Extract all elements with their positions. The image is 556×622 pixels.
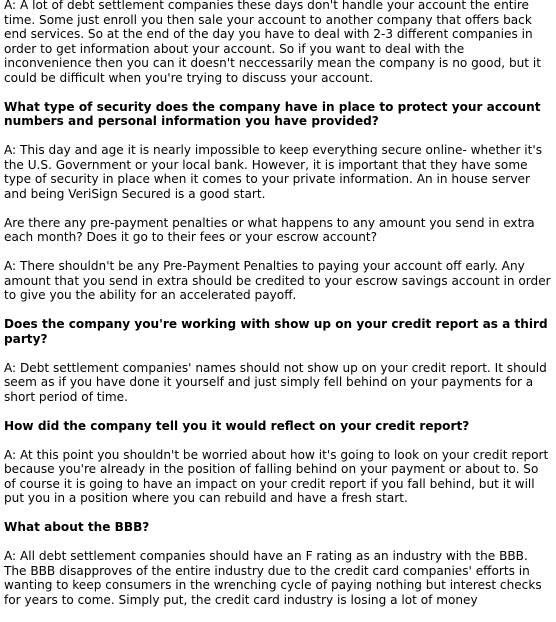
- question-prepayment-penalties: Are there any pre-payment penalties or what happens to any amount you send in extra each month? Does it go to their fees or your escrow account?: [4, 215, 535, 244]
- faq-article: [4, 0, 552, 622]
- question-security: What type of security does the company have in place to protect your account numbers and personal information you have provided?: [4, 99, 541, 128]
- answer-prepayment-penalties: A: There shouldn't be any Pre-Payment Penalties to paying your account off early. Any amount that you send in extra should be credited to your escrow savings account in order to give you the ability for an accelerated payoff.: [4, 259, 551, 302]
- question-credit-report-third-party: Does the company you're working with show up on your credit report as a third party?: [4, 317, 548, 346]
- answer-back-end-services: A: A lot of debt settlement companies these days don't handle your account the entire time. Some just enroll you then sale your account to another company that offers back end services. So at the end of the day you have to deal with 2-3 different companies in order to get information about your account. So if you want to deal with the inconvenience then you can it doesn't neccessarily mean the company is no good, but it could be difficult when you're trying to discuss your account.: [4, 0, 541, 85]
- answer-security: A: This day and age it is nearly impossible to keep everything secure online- whether it's the U.S. Government or your local bank. However, it is important that they have some type of security in place when it comes to your private information. An in house server and being VeriSign Secured is a good start.: [4, 143, 543, 201]
- answer-credit-report-reflection: A: At this point you shouldn't be worried about how it's going to look on your credit report because you're already in the position of falling behind on your payment or about to. So of course it is going to have an impact on your credit report if you fall behind, but it will put you in a position where you can rebuild and have a fresh start.: [4, 447, 549, 505]
- answer-credit-report-third-party: A: Debt settlement companies' names should not show up on your credit report. It should seem as if you have done it yourself and just simply fell behind on your payments for a short period of time.: [4, 360, 547, 404]
- answer-bbb: A: All debt settlement companies should have an F rating as an industry with the BBB. The BBB disapproves of the entire industry due to the credit card companies' efforts in wanting to keep consumers in the wrenching cycle of paying nothing but interest checks for years to come. Simply put, the credit card industry is losing a lot of money: [4, 549, 542, 607]
- question-bbb: What about the BBB?: [4, 520, 150, 534]
- question-credit-report-reflection: How did the company tell you it would reflect on your credit report?: [4, 418, 470, 433]
